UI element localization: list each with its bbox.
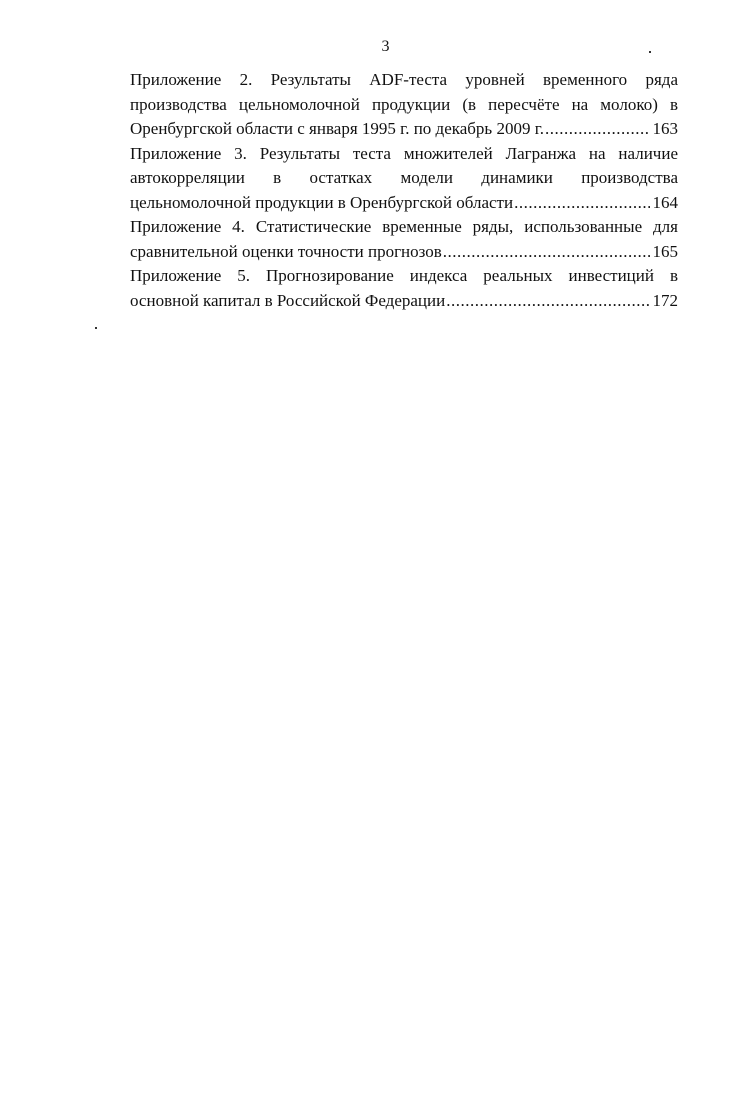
toc-entry-text-line: сравнительной оценки точности прогнозов — [130, 241, 442, 261]
scan-speck — [649, 51, 651, 53]
dot-leader — [443, 240, 650, 265]
toc-page-number: 163 — [652, 119, 678, 138]
toc-page-number: 165 — [652, 241, 678, 261]
scan-speck — [95, 327, 97, 329]
dot-leader — [545, 117, 650, 142]
toc-entry-appendix-5[interactable] — [130, 264, 678, 313]
toc-entry-text-line: автокорреляции в остатках модели динамики производства — [130, 168, 678, 187]
toc-entry-text-line: Приложение 4. Статистические временные ряды, использованные для — [130, 217, 678, 236]
toc-entry-text-line: Приложение 5. Прогнозирование индекса реальных инвестиций в — [130, 266, 678, 285]
toc-entry-text-line: цельномолочной продукции в Оренбургской области — [130, 192, 514, 212]
toc-entry-last-line — [130, 240, 678, 265]
toc-entry-last-line — [130, 191, 678, 216]
toc-entry-last-line — [130, 289, 678, 314]
toc-entry-appendix-3[interactable] — [130, 142, 678, 216]
toc-page-number: 172 — [652, 290, 678, 310]
toc-entry-text-line: основной капитал в Российской Федерации — [130, 290, 446, 310]
dot-leader — [514, 191, 649, 216]
toc-entry-text-line: Приложение 3. Результаты теста множителей Лагранжа на наличие — [130, 143, 678, 163]
toc-page-number: 164 — [652, 192, 678, 212]
page-number: 3 — [381, 38, 390, 55]
toc-entry-text-line: производства цельномолочной продукции (в пересчёте на молоко) в — [130, 94, 678, 114]
toc-entry-appendix-4[interactable] — [130, 215, 678, 264]
dot-leader — [446, 289, 649, 314]
toc-entry-text-line: Оренбургской области с января 1995 г. по декабрь 2009 г. — [130, 119, 544, 138]
toc-entry-appendix-2[interactable] — [130, 68, 678, 142]
toc-entry-last-line — [130, 117, 678, 142]
toc-entry-text-line: Приложение 2. Результаты ADF-теста уровней временного ряда — [130, 70, 678, 89]
table-of-contents — [130, 68, 678, 313]
